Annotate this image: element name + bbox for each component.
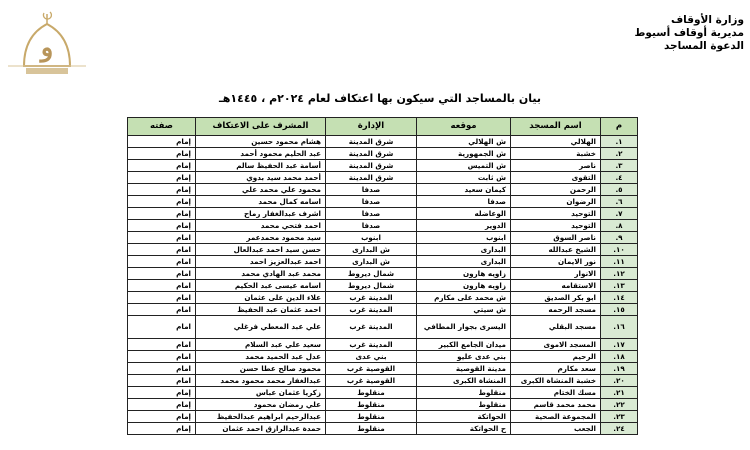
row-number: ٥. (601, 184, 638, 196)
table-row (128, 196, 638, 208)
mosque-name: الرحيم (511, 351, 601, 363)
table-row (128, 136, 638, 148)
mosque-location: منقلوط (417, 399, 511, 411)
supervisor-name: اسامه كمال محمد (196, 196, 326, 208)
mosque-name: ابو بكر الصديق (511, 292, 601, 304)
table-row (128, 399, 638, 411)
row-number: ١٠. (601, 244, 638, 256)
row-number: ١٤. (601, 292, 638, 304)
mosque-location: ح الحواتكة (417, 423, 511, 435)
supervisor-role: إمام (128, 136, 196, 148)
mosque-location: الحواتكة (417, 411, 511, 423)
supervisor-name: عدل عبد الحميد محمد (196, 351, 326, 363)
supervisor-role: امام (128, 316, 196, 339)
table-row (128, 351, 638, 363)
org-line: مديرية أوقاف أسيوط (634, 27, 744, 39)
supervisor-name: زكريا عثمان عباس (196, 387, 326, 399)
administration: ش البدارى (326, 244, 417, 256)
administration: ش البدارى (326, 256, 417, 268)
row-number: ١٥. (601, 304, 638, 316)
supervisor-role: امام (128, 244, 196, 256)
svg-text:و: و (40, 33, 54, 63)
supervisor-name: محمود علي محمد علي (196, 184, 326, 196)
mosque-name: الهلالي (511, 136, 601, 148)
row-number: ١٦. (601, 316, 638, 339)
supervisor-name: سعيد علي عبد السلام (196, 339, 326, 351)
administration: شمال ديروط (326, 268, 417, 280)
column-header: اسم المسجد (511, 118, 601, 136)
supervisor-name: احمد عبدالعزيز احمد (196, 256, 326, 268)
table-row (128, 184, 638, 196)
org-line: الدعوة المساجد (663, 40, 744, 52)
mosque-name: مسك الختام (511, 387, 601, 399)
row-number: ٢١. (601, 387, 638, 399)
supervisor-name: احمد عثمان عبد الحفيظ (196, 304, 326, 316)
supervisor-role: امام (128, 375, 196, 387)
mosque-name: الانوار (511, 268, 601, 280)
supervisor-name: محمد عبد الهادي محمد (196, 268, 326, 280)
administration: شمال ديروط (326, 280, 417, 292)
mosque-name: خشبة المنشاة الكبرى (511, 375, 601, 387)
mosque-name: مسجد البقلي (511, 316, 601, 339)
supervisor-name: سيد محمود محمدعمر (196, 232, 326, 244)
mosque-location: ش التميس (417, 160, 511, 172)
administration: صدفا (326, 208, 417, 220)
supervisor-role: امام (128, 268, 196, 280)
table-row (128, 339, 638, 351)
mosque-location: البدارى (417, 256, 511, 268)
row-number: ٢٤. (601, 423, 638, 435)
table-row (128, 160, 638, 172)
table-row (128, 280, 638, 292)
row-number: ١٩. (601, 363, 638, 375)
mosque-location: بني عدى عليو (417, 351, 511, 363)
row-number: ١. (601, 136, 638, 148)
supervisor-name: عبدالغفار محمد محمود محمد (196, 375, 326, 387)
row-number: ١٢. (601, 268, 638, 280)
row-number: ٤. (601, 172, 638, 184)
supervisor-name: حمدة عبدالرازق احمد عثمان (196, 423, 326, 435)
mosque-name: ناصر السوق (511, 232, 601, 244)
table-row (128, 148, 638, 160)
row-number: ٧. (601, 208, 638, 220)
administration: القوصية غرب (326, 363, 417, 375)
mosque-name: المسجد الاموى (511, 339, 601, 351)
mosque-location: منقلوط (417, 387, 511, 399)
table-row (128, 232, 638, 244)
mosque-name: الشيخ عبدالله (511, 244, 601, 256)
administration: شرق المدينة (326, 136, 417, 148)
mosque-location: كيمان سعيد (417, 184, 511, 196)
table-row (128, 375, 638, 387)
ministry-logo (4, 8, 90, 80)
table-row (128, 244, 638, 256)
mosque-location: اليسرى بجوار المطافي (417, 316, 511, 339)
supervisor-role: إمام (128, 148, 196, 160)
table-row (128, 220, 638, 232)
administration: منقلوط (326, 387, 417, 399)
administration: القوصية غرب (326, 375, 417, 387)
supervisor-name: علي عبد المعطي فرغلي (196, 316, 326, 339)
table-row (128, 387, 638, 399)
mosque-name: المجموعة الصحية (511, 411, 601, 423)
supervisor-role: امام (128, 232, 196, 244)
administration: صدفا (326, 220, 417, 232)
supervisor-name: علي رمضان محمود (196, 399, 326, 411)
mosque-location: صدفا (417, 196, 511, 208)
mosque-location: ش محمد على مكارم (417, 292, 511, 304)
administration: صدفا (326, 196, 417, 208)
mosque-name: نور الايمان (511, 256, 601, 268)
row-number: ٨. (601, 220, 638, 232)
table-row (128, 304, 638, 316)
org-line: وزارة الأوقاف (670, 14, 744, 26)
table-row (128, 172, 638, 184)
column-header: المشرف على الاعتكاف (196, 118, 326, 136)
mosque-name: سعد مكارم (511, 363, 601, 375)
supervisor-role: امام (128, 256, 196, 268)
supervisor-role: امام (128, 363, 196, 375)
supervisor-role: امام (128, 339, 196, 351)
mosque-name: التوحيد (511, 220, 601, 232)
supervisor-role: إمام (128, 160, 196, 172)
row-number: ٢٠. (601, 375, 638, 387)
administration: المدينة غرب (326, 292, 417, 304)
supervisor-role: إمام (128, 196, 196, 208)
mosque-name: التقوى (511, 172, 601, 184)
mosque-location: زاويه هارون (417, 268, 511, 280)
mosque-location: الدوير (417, 220, 511, 232)
mosque-location: الوعاضله (417, 208, 511, 220)
mosque-name: ناصر (511, 160, 601, 172)
supervisor-name: اشرف عبدالغفار رماح (196, 208, 326, 220)
supervisor-role: إمام (128, 172, 196, 184)
supervisor-name: احمد فتحي محمد (196, 220, 326, 232)
table-header-row (128, 118, 638, 136)
supervisor-role: إمام (128, 208, 196, 220)
mosque-location: مدينة القوصية (417, 363, 511, 375)
mosque-name: التوحيد (511, 208, 601, 220)
administration: شرق المدينة (326, 148, 417, 160)
administration: بني عدى (326, 351, 417, 363)
mosque-name: خشبة (511, 148, 601, 160)
row-number: ٢٣. (601, 411, 638, 423)
mosque-location: ش سيتي (417, 304, 511, 316)
supervisor-name: اسامه عيسى عبد الحكيم (196, 280, 326, 292)
supervisor-name: أسامة عبد الحفيظ سالم (196, 160, 326, 172)
row-number: ٢٢. (601, 399, 638, 411)
administration: المدينة غرب (326, 339, 417, 351)
table-row (128, 256, 638, 268)
supervisor-role: إمام (128, 399, 196, 411)
column-header: موقعه (417, 118, 511, 136)
row-number: ٩. (601, 232, 638, 244)
administration: شرق المدينة (326, 172, 417, 184)
mosque-location: ش الجمهورية (417, 148, 511, 160)
table-row (128, 268, 638, 280)
mosque-name: الجعب (511, 423, 601, 435)
mosques-table (127, 117, 638, 435)
mosque-location: ش الهلالي (417, 136, 511, 148)
supervisor-role: امام (128, 280, 196, 292)
mosque-location: ش ثابت (417, 172, 511, 184)
row-number: ١١. (601, 256, 638, 268)
column-header: الإدارة (326, 118, 417, 136)
row-number: ١٣. (601, 280, 638, 292)
document-title: بيان بالمساجد التي سيكون بها اعتكاف لعام ٢٠٢٤م ، ١٤٤٥هـ (219, 92, 541, 105)
row-number: ١٨. (601, 351, 638, 363)
table-row (128, 411, 638, 423)
supervisor-role: إمام (128, 423, 196, 435)
mosque-name: مسجد الرحمه (511, 304, 601, 316)
mosque-location: البدارى (417, 244, 511, 256)
row-number: ٣. (601, 160, 638, 172)
mosque-name: الرضوان (511, 196, 601, 208)
administration: ابنوب (326, 232, 417, 244)
mosque-location: ابنوب (417, 232, 511, 244)
table-row (128, 316, 638, 339)
table-row (128, 423, 638, 435)
supervisor-name: محمود صالح عطا حسن (196, 363, 326, 375)
supervisor-name: علاء الدين على عثمان (196, 292, 326, 304)
row-number: ١٧. (601, 339, 638, 351)
supervisor-name: أحمد محمد سيد بدوي (196, 172, 326, 184)
column-header: م (601, 118, 638, 136)
administration: منقلوط (326, 411, 417, 423)
supervisor-role: امام (128, 304, 196, 316)
administration: صدفا (326, 184, 417, 196)
mosque-location: المنشاة الكبرى (417, 375, 511, 387)
administration: شرق المدينة (326, 160, 417, 172)
mosque-name: الرحمن (511, 184, 601, 196)
supervisor-role: إمام (128, 220, 196, 232)
supervisor-role: إمام (128, 184, 196, 196)
row-number: ٦. (601, 196, 638, 208)
supervisor-role: إمام (128, 387, 196, 399)
organization-header (634, 14, 744, 53)
supervisor-role: إمام (128, 411, 196, 423)
administration: المدينة غرب (326, 304, 417, 316)
supervisor-name: عبدالرحيم ابراهيم عبدالحفيظ (196, 411, 326, 423)
supervisor-name: عبد الحليم محمود أحمد (196, 148, 326, 160)
administration: المدينة غرب (326, 316, 417, 339)
administration: منقلوط (326, 423, 417, 435)
supervisor-role: امام (128, 351, 196, 363)
table-row (128, 363, 638, 375)
table-row (128, 208, 638, 220)
column-header: صفته (128, 118, 196, 136)
supervisor-name: حسن سيد احمد عبدالعال (196, 244, 326, 256)
table-row (128, 292, 638, 304)
mosque-location: زاويه هارون (417, 280, 511, 292)
mosque-location: ميدان الجامع الكبير (417, 339, 511, 351)
mosque-name: الاستقامه (511, 280, 601, 292)
row-number: ٢. (601, 148, 638, 160)
supervisor-name: هشام محمود حسين (196, 136, 326, 148)
mosque-name: محمد محمد قاسم (511, 399, 601, 411)
administration: منقلوط (326, 399, 417, 411)
supervisor-role: امام (128, 292, 196, 304)
